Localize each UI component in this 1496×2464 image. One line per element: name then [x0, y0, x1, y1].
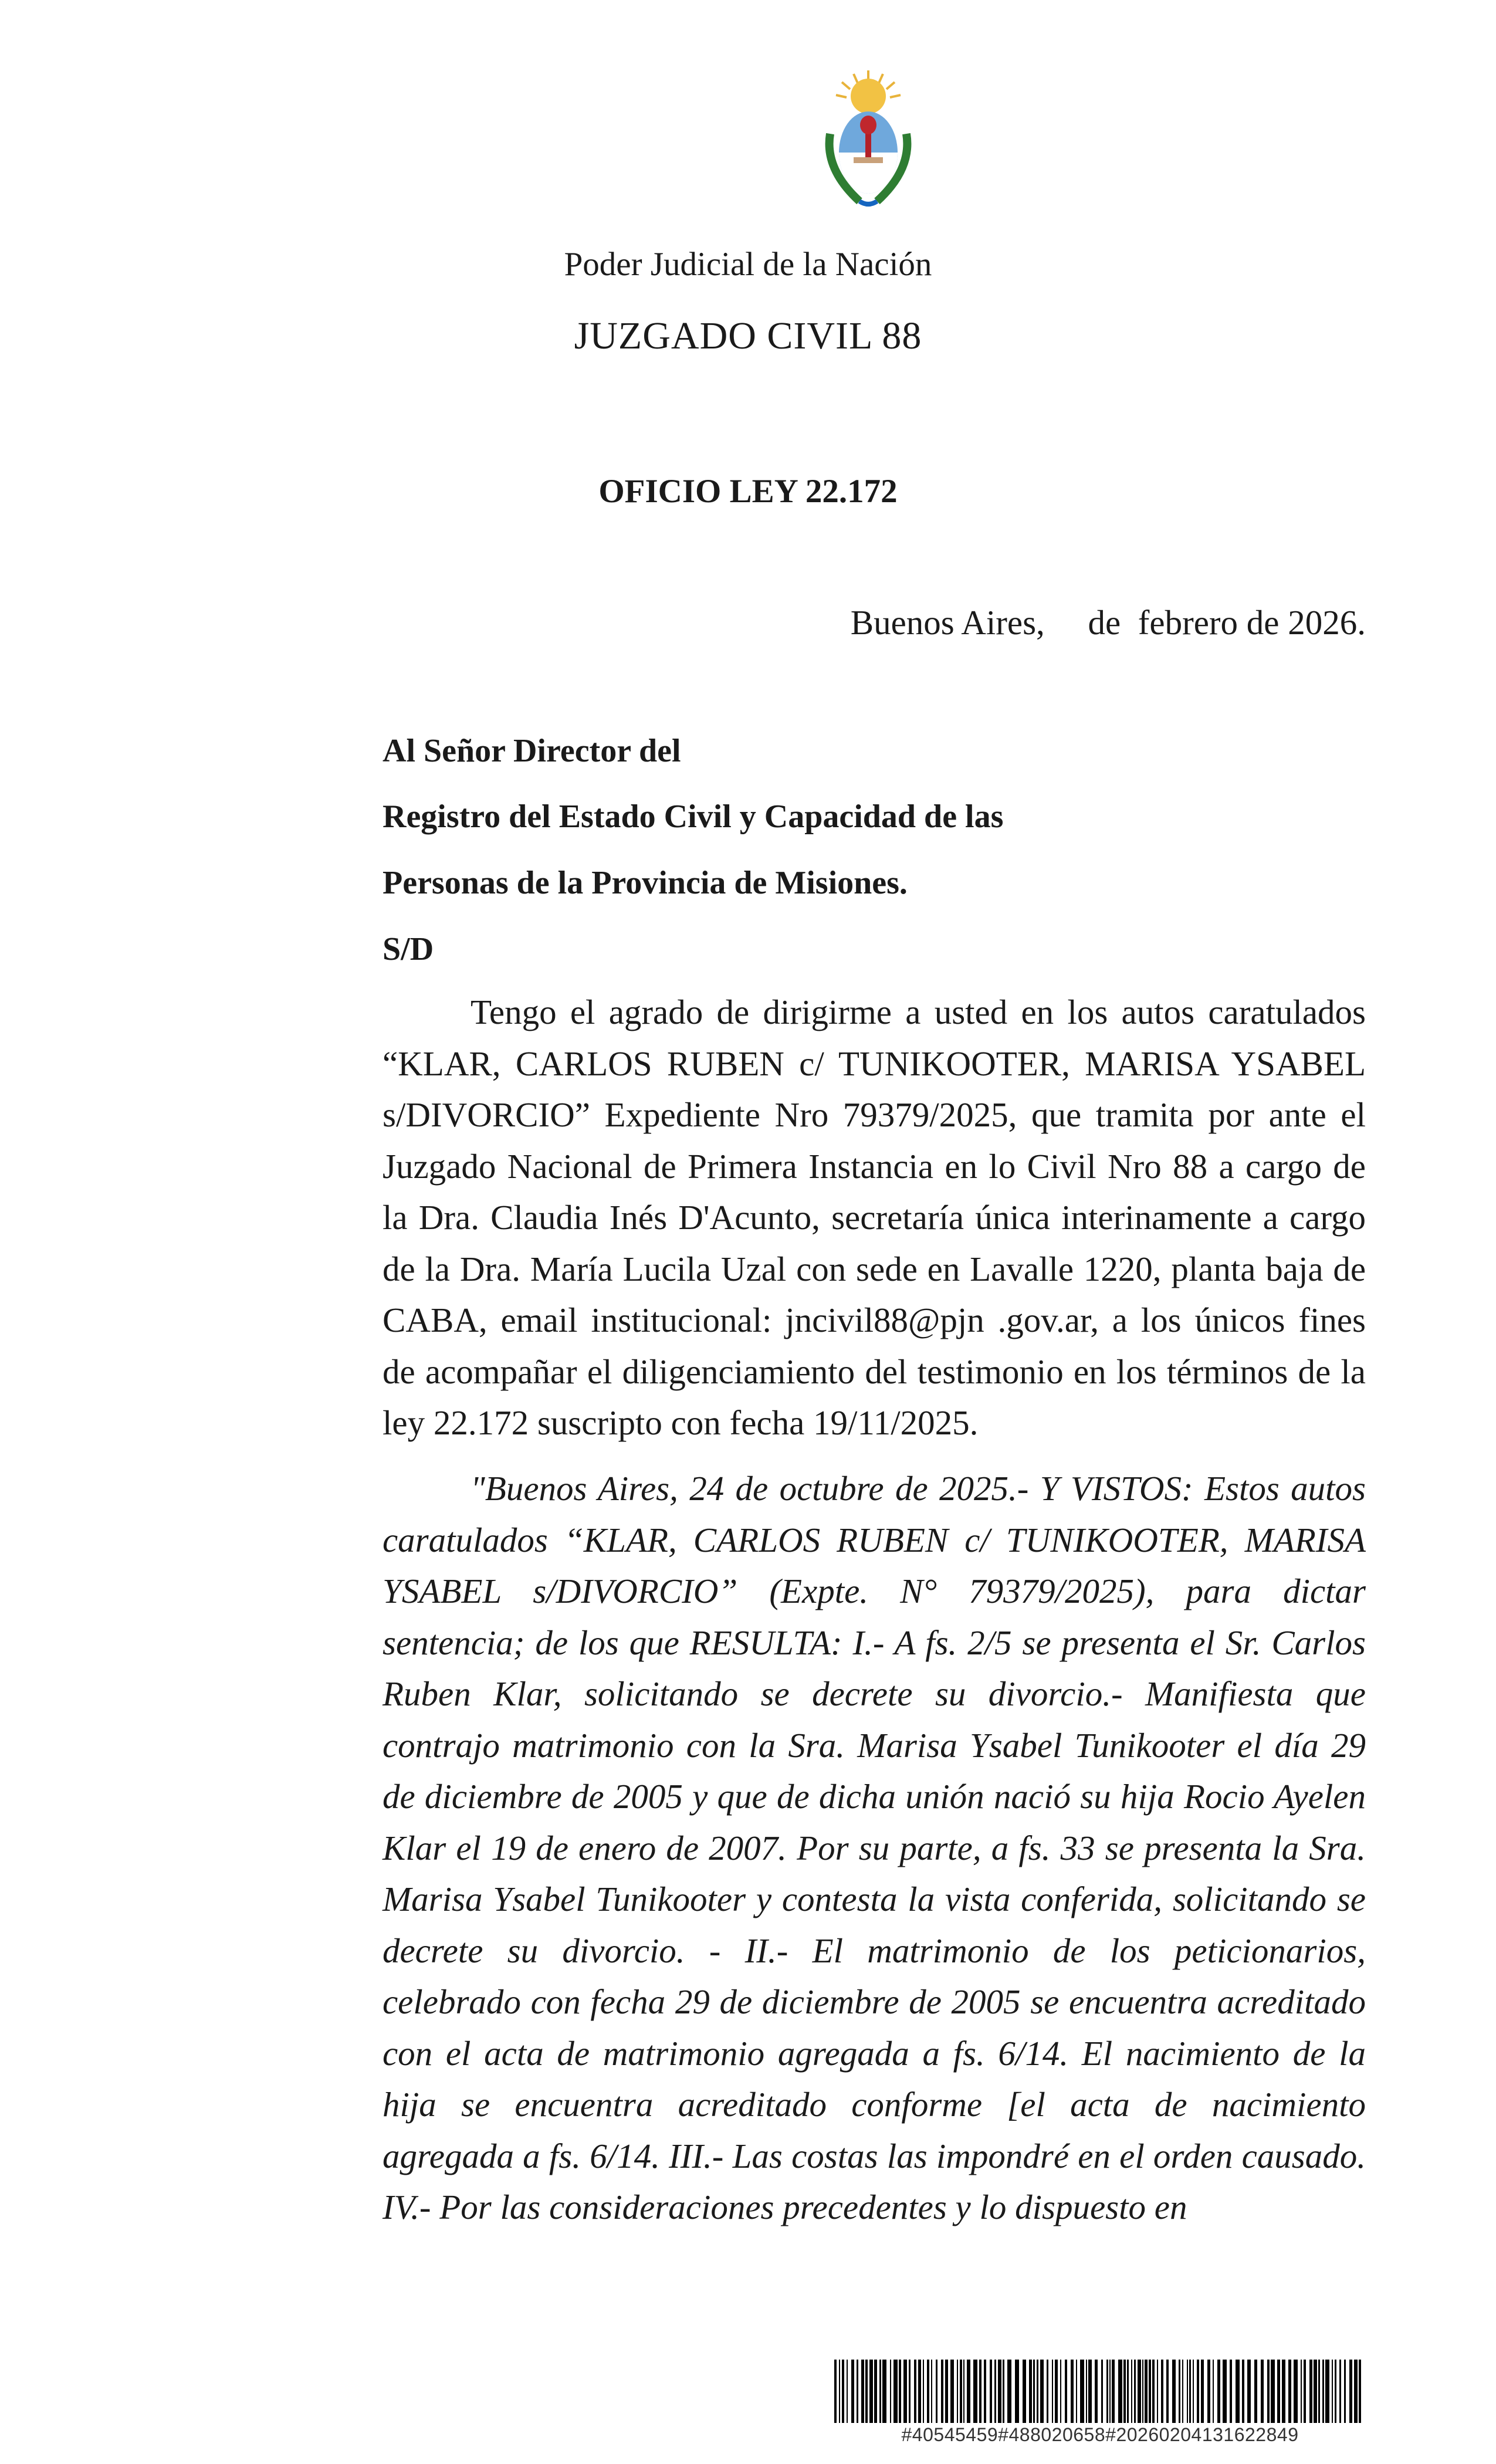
court-name: JUZGADO CIVIL 88 — [574, 314, 922, 357]
barcode-icon — [834, 2360, 1366, 2423]
document-type: OFICIO LEY 22.172 — [598, 473, 898, 510]
barcode-text: #40545459#488020658#20260204131622849 — [901, 2424, 1299, 2445]
body-paragraph-1: Tengo el agrado de dirigirme a usted en los autos caratulados “KLAR, CARLOS RUBEN c/ TUNIKOOTER, MARISA YSABEL s/DIVORCIO” Expediente Nro 79379/2025, que tramita por ante el Juzgado Nacional de Primera Instancia en lo Civil Nro 88 a cargo de la Dra. Claudia Inés D'Acunto, secretaría única interinamente a cargo de la Dra. María Lucila Uzal con sede en Lavalle 1220, planta baja de CABA, email institucional: jncivil88@pjn .gov.ar, a los únicos fines de acompañar el diligenciamiento del testimonio en los términos de la ley 22.172 suscripto con fecha 19/11/2025. — [383, 993, 1366, 1442]
addressee-line-3: Personas de la Provincia de Misiones. — [383, 865, 908, 901]
organization-name: Poder Judicial de la Nación — [564, 246, 932, 283]
addressee-line-2: Registro del Estado Civil y Capacidad de las — [383, 798, 1004, 835]
body-paragraph-2-quote: "Buenos Aires, 24 de octubre de 2025.- Y VISTOS: Estos autos caratulados “KLAR, CARLOS RUBEN c/ TUNIKOOTER, MARISA YSABEL s/DIVORCIO” (Expte. N° 79379/2025), para dictar sentencia; de los que RESULTA: I.- A fs. 2/5 se presenta el Sr. Carlos Ruben Klar, solicitando se decrete su divorcio.- Manifiesta que contrajo matrimonio con la Sra. Marisa Ysabel Tunikooter el día 29 de diciembre de 2005 y que de dicha unión nació su hija Rocio Ayelen Klar el 19 de enero de 2007. Por su parte, a fs. 33 se presenta la Sra. Marisa Ysabel Tunikooter y contesta la vista conferida, solicitando se decrete su divorcio. - II.- El matrimonio de los peticionarios, celebrado con fecha 29 de diciembre de 2005 se encuentra acreditado con el acta de matrimonio agregada a fs. 6/14. El nacimiento de la hija se encuentra acreditado conforme [el acta de nacimiento agregada a fs. 6/14. III.- Las costas las impondré en el orden causado. IV.- Por las consideraciones precedentes y lo dispuesto en — [383, 1469, 1366, 2226]
addressee-line-4: S/D — [383, 931, 434, 967]
coat-of-arms-icon — [818, 69, 918, 213]
date-line: Buenos Aires, de febrero de 2026. — [850, 603, 1366, 642]
addressee-line-1: Al Señor Director del — [383, 733, 681, 769]
